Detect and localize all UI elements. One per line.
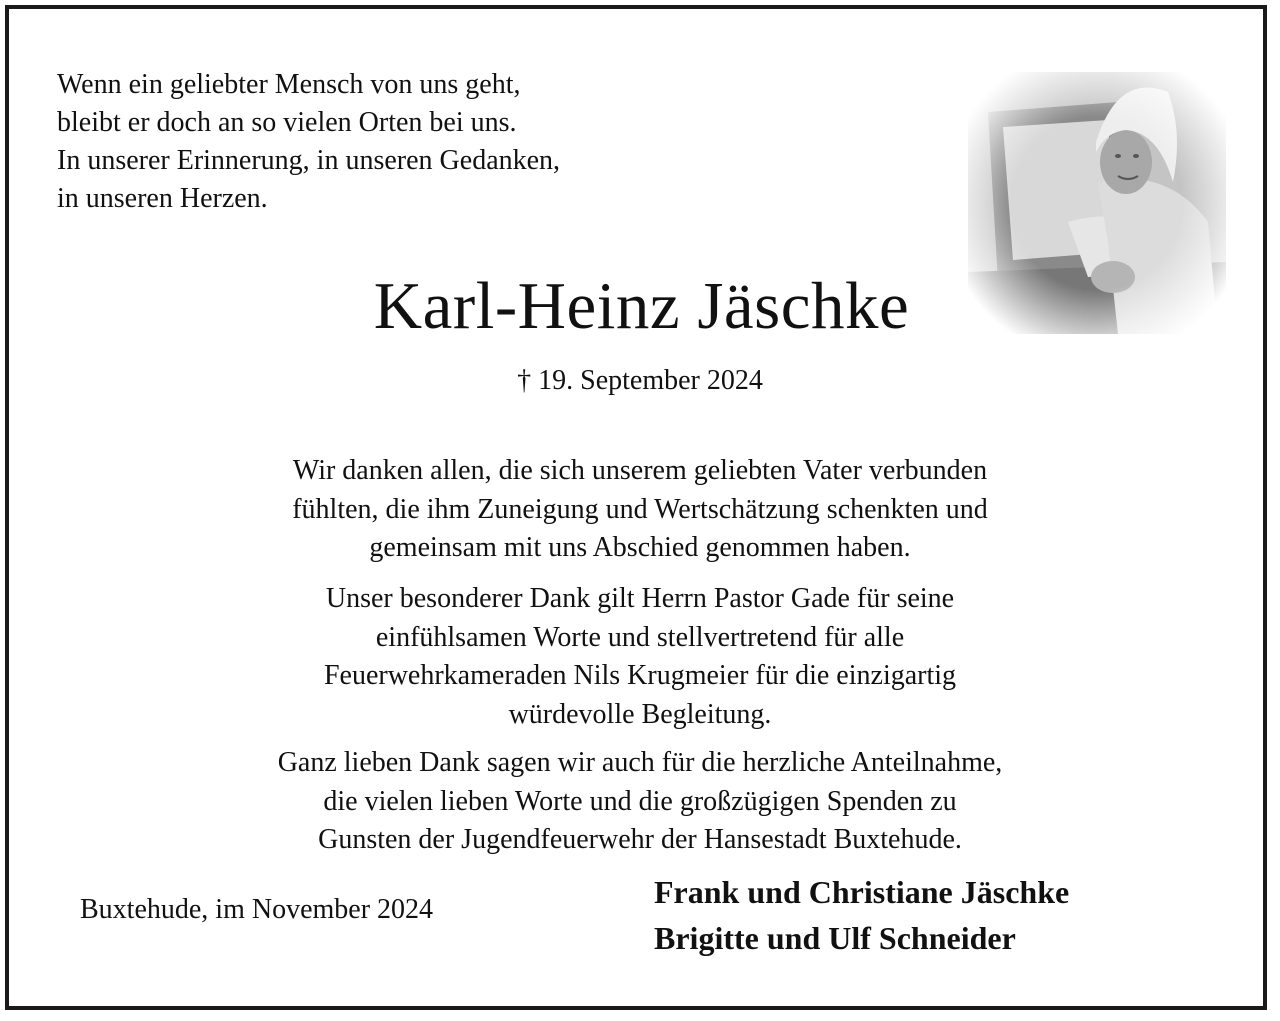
- place-date: Buxtehude, im November 2024: [80, 894, 434, 925]
- deceased-name: Karl-Heinz Jäschke: [373, 269, 910, 343]
- text-line: fühlten, die ihm Zuneigung und Wertschätzung schenkten und: [292, 493, 988, 525]
- poem: [57, 66, 560, 218]
- text-line: würdevolle Begleitung.: [508, 698, 772, 730]
- text-line: Feuerwehrkameraden Nils Krugmeier für die einzigartig: [323, 660, 957, 691]
- signers: [654, 869, 1069, 961]
- poem-line: in unseren Herzen.: [57, 183, 268, 214]
- poem-line: bleibt er doch an so vielen Orten bei uns.: [57, 107, 517, 138]
- text-line: gemeinsam mit uns Abschied genommen haben.: [369, 532, 911, 563]
- thanks-paragraph-3: [140, 744, 1140, 860]
- signer-line: Brigitte und Ulf Schneider: [654, 920, 1016, 956]
- text-line: Unser besonderer Dank gilt Herrn Pastor Gade für seine: [325, 583, 955, 614]
- text-line: Gunsten der Jugendfeuerwehr der Hansestadt Buxtehude.: [318, 824, 962, 855]
- text-line: die vielen lieben Worte und die großzügigen Spenden zu: [323, 785, 957, 817]
- poem-line: In unserer Erinnerung, in unseren Gedanken,: [57, 145, 561, 176]
- text-line: Ganz lieben Dank sagen wir auch für die herzliche Anteilnahme,: [277, 747, 1003, 778]
- death-date: † 19. September 2024: [517, 365, 763, 396]
- poem-line: Wenn ein geliebter Mensch von uns geht,: [57, 69, 521, 100]
- signer-line: Frank und Christiane Jäschke: [654, 874, 1070, 910]
- thanks-paragraph-1: [140, 452, 1140, 568]
- text-line: Wir danken allen, die sich unserem geliebten Vater verbunden: [292, 455, 988, 486]
- text-line: einfühlsamen Worte und stellvertretend für alle: [375, 621, 905, 653]
- thanks-paragraph-2: [140, 580, 1140, 734]
